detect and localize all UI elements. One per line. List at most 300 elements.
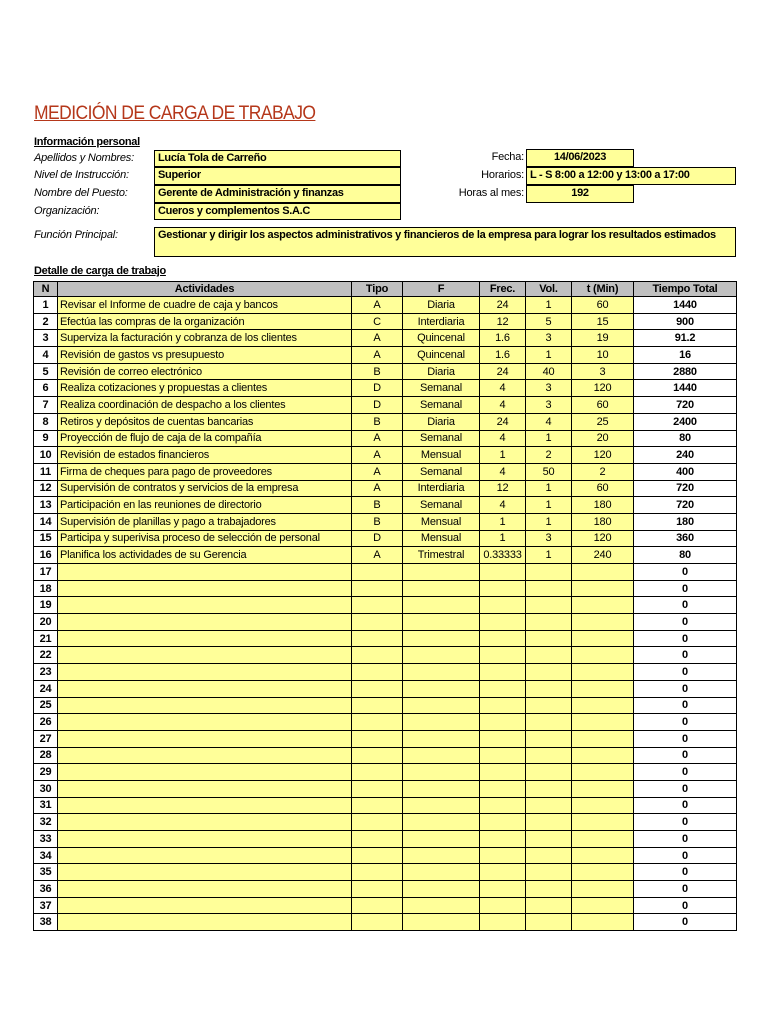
frequency-type-cell[interactable]: Quincenal (403, 347, 480, 364)
row-number: 37 (34, 897, 58, 914)
time-min-cell[interactable]: 19 (572, 330, 634, 347)
tipo-cell[interactable] (352, 747, 403, 764)
tipo-cell[interactable] (352, 714, 403, 731)
vol-cell[interactable] (526, 614, 572, 631)
time-min-cell[interactable] (572, 597, 634, 614)
page-title: MEDICIÓN DE CARGA DE TRABAJO (34, 103, 316, 124)
table-row (34, 297, 737, 314)
activity-cell[interactable] (58, 881, 352, 898)
frec-cell[interactable] (480, 564, 526, 581)
tipo-cell[interactable] (352, 797, 403, 814)
tipo-cell[interactable] (352, 614, 403, 631)
row-number: 8 (34, 413, 58, 430)
frec-cell[interactable]: 4 (480, 397, 526, 414)
activity-cell[interactable]: Revisión de correo electrónico (58, 363, 352, 380)
vol-cell[interactable]: 1 (526, 297, 572, 314)
activity-cell[interactable] (58, 697, 352, 714)
vol-cell[interactable] (526, 814, 572, 831)
time-min-cell[interactable] (572, 747, 634, 764)
vol-cell[interactable] (526, 630, 572, 647)
activity-cell[interactable]: Participa y superivisa proceso de selección de personal (58, 530, 352, 547)
time-min-cell[interactable] (572, 881, 634, 898)
table-row (34, 580, 737, 597)
frec-cell[interactable]: 4 (480, 497, 526, 514)
table-row (34, 831, 737, 848)
total-time-cell: 360 (634, 530, 737, 547)
vol-cell[interactable]: 5 (526, 313, 572, 330)
total-time-cell: 0 (634, 764, 737, 781)
total-time-cell: 180 (634, 513, 737, 530)
tipo-cell[interactable] (352, 914, 403, 931)
total-time-cell: 0 (634, 814, 737, 831)
frequency-type-cell[interactable] (403, 864, 480, 881)
total-time-cell: 80 (634, 547, 737, 564)
time-min-cell[interactable] (572, 680, 634, 697)
frequency-type-cell[interactable] (403, 730, 480, 747)
apellidos-field[interactable]: Lucía Tola de Carreño (154, 150, 401, 167)
apellidos-label: Apellidos y Nombres: (34, 152, 134, 164)
total-time-cell: 0 (634, 847, 737, 864)
total-time-cell: 2400 (634, 413, 737, 430)
time-min-cell[interactable]: 180 (572, 497, 634, 514)
tipo-cell[interactable]: A (352, 463, 403, 480)
frec-cell[interactable] (480, 680, 526, 697)
time-min-cell[interactable] (572, 647, 634, 664)
vol-cell[interactable] (526, 714, 572, 731)
total-time-cell: 2880 (634, 363, 737, 380)
tipo-cell[interactable]: B (352, 363, 403, 380)
tipo-cell[interactable] (352, 564, 403, 581)
frec-cell[interactable]: 4 (480, 380, 526, 397)
time-min-cell[interactable]: 60 (572, 297, 634, 314)
frec-cell[interactable] (480, 647, 526, 664)
tipo-cell[interactable]: A (352, 447, 403, 464)
frec-cell[interactable]: 4 (480, 430, 526, 447)
frec-cell[interactable]: 24 (480, 297, 526, 314)
time-min-cell[interactable]: 2 (572, 463, 634, 480)
activity-cell[interactable]: Retiros y depósitos de cuentas bancarias (58, 413, 352, 430)
total-time-cell: 0 (634, 881, 737, 898)
vol-cell[interactable] (526, 780, 572, 797)
time-min-cell[interactable]: 240 (572, 547, 634, 564)
activity-cell[interactable]: Revisar el Informe de cuadre de caja y bancos (58, 297, 352, 314)
time-min-cell[interactable] (572, 864, 634, 881)
frec-cell[interactable] (480, 914, 526, 931)
activity-cell[interactable] (58, 630, 352, 647)
activity-cell[interactable] (58, 664, 352, 681)
vol-cell[interactable]: 3 (526, 530, 572, 547)
vol-cell[interactable]: 40 (526, 363, 572, 380)
frequency-type-cell[interactable]: Mensual (403, 530, 480, 547)
frequency-type-cell[interactable] (403, 697, 480, 714)
row-number: 3 (34, 330, 58, 347)
vol-cell[interactable] (526, 564, 572, 581)
frequency-type-cell[interactable]: Trimestral (403, 547, 480, 564)
frequency-type-cell[interactable]: Semanal (403, 397, 480, 414)
activity-cell[interactable] (58, 647, 352, 664)
frequency-type-cell[interactable] (403, 797, 480, 814)
tipo-cell[interactable] (352, 780, 403, 797)
frequency-type-cell[interactable] (403, 680, 480, 697)
vol-cell[interactable] (526, 747, 572, 764)
vol-cell[interactable]: 3 (526, 330, 572, 347)
frequency-type-cell[interactable] (403, 881, 480, 898)
frequency-type-cell[interactable]: Quincenal (403, 330, 480, 347)
row-number: 22 (34, 647, 58, 664)
frec-cell[interactable] (480, 881, 526, 898)
time-min-cell[interactable] (572, 697, 634, 714)
vol-cell[interactable] (526, 580, 572, 597)
vol-cell[interactable]: 3 (526, 397, 572, 414)
tipo-cell[interactable]: B (352, 497, 403, 514)
tipo-cell[interactable]: D (352, 530, 403, 547)
row-number: 35 (34, 864, 58, 881)
frec-cell[interactable] (480, 614, 526, 631)
activity-cell[interactable]: Supervisión de contratos y servicios de la empresa (58, 480, 352, 497)
tipo-cell[interactable]: A (352, 297, 403, 314)
col-header-n: N (34, 282, 58, 297)
frec-cell[interactable]: 12 (480, 313, 526, 330)
tipo-cell[interactable] (352, 814, 403, 831)
horas-field[interactable]: 192 (526, 185, 634, 203)
time-min-cell[interactable] (572, 630, 634, 647)
time-min-cell[interactable] (572, 780, 634, 797)
frequency-type-cell[interactable]: Diaria (403, 413, 480, 430)
tipo-cell[interactable] (352, 897, 403, 914)
row-number: 18 (34, 580, 58, 597)
organizacion-field[interactable]: Cueros y complementos S.A.C (154, 203, 401, 220)
activity-cell[interactable] (58, 764, 352, 781)
table-row (34, 430, 737, 447)
time-min-cell[interactable] (572, 914, 634, 931)
vol-cell[interactable] (526, 697, 572, 714)
tipo-cell[interactable]: A (352, 430, 403, 447)
nivel-label: Nivel de Instrucción: (34, 169, 129, 181)
frec-cell[interactable] (480, 580, 526, 597)
total-time-cell: 1440 (634, 297, 737, 314)
tipo-cell[interactable] (352, 697, 403, 714)
activity-cell[interactable] (58, 580, 352, 597)
frec-cell[interactable] (480, 831, 526, 848)
tipo-cell[interactable] (352, 730, 403, 747)
frequency-type-cell[interactable] (403, 814, 480, 831)
activity-cell[interactable] (58, 847, 352, 864)
frec-cell[interactable]: 0.33333 (480, 547, 526, 564)
frec-cell[interactable] (480, 814, 526, 831)
fecha-field[interactable]: 14/06/2023 (526, 149, 634, 167)
frequency-type-cell[interactable]: Mensual (403, 447, 480, 464)
frequency-type-cell[interactable] (403, 647, 480, 664)
vol-cell[interactable] (526, 764, 572, 781)
table-row (34, 614, 737, 631)
tipo-cell[interactable] (352, 664, 403, 681)
frec-cell[interactable]: 24 (480, 363, 526, 380)
vol-cell[interactable] (526, 847, 572, 864)
frec-cell[interactable]: 1 (480, 513, 526, 530)
tipo-cell[interactable] (352, 630, 403, 647)
frequency-type-cell[interactable]: Semanal (403, 430, 480, 447)
frequency-type-cell[interactable]: Semanal (403, 380, 480, 397)
activity-cell[interactable]: Planifica los actividades de su Gerencia (58, 547, 352, 564)
total-time-cell: 0 (634, 580, 737, 597)
total-time-cell: 720 (634, 497, 737, 514)
total-time-cell: 16 (634, 347, 737, 364)
frequency-type-cell[interactable] (403, 897, 480, 914)
time-min-cell[interactable] (572, 897, 634, 914)
frequency-type-cell[interactable] (403, 614, 480, 631)
frequency-type-cell[interactable] (403, 847, 480, 864)
frequency-type-cell[interactable]: Semanal (403, 497, 480, 514)
tipo-cell[interactable]: B (352, 513, 403, 530)
activity-cell[interactable] (58, 747, 352, 764)
time-min-cell[interactable]: 15 (572, 313, 634, 330)
tipo-cell[interactable] (352, 597, 403, 614)
frequency-type-cell[interactable] (403, 664, 480, 681)
frec-cell[interactable] (480, 630, 526, 647)
vol-cell[interactable]: 4 (526, 413, 572, 430)
frec-cell[interactable]: 1.6 (480, 330, 526, 347)
vol-cell[interactable] (526, 881, 572, 898)
tipo-cell[interactable] (352, 847, 403, 864)
row-number: 29 (34, 764, 58, 781)
col-header-tiempo-total: Tiempo Total (634, 282, 737, 297)
frec-cell[interactable] (480, 847, 526, 864)
row-number: 27 (34, 730, 58, 747)
time-min-cell[interactable]: 60 (572, 480, 634, 497)
time-min-cell[interactable]: 120 (572, 530, 634, 547)
activity-cell[interactable]: Proyección de flujo de caja de la compañía (58, 430, 352, 447)
activity-cell[interactable] (58, 864, 352, 881)
row-number: 14 (34, 513, 58, 530)
table-row (34, 497, 737, 514)
row-number: 38 (34, 914, 58, 931)
activity-cell[interactable]: Realiza coordinación de despacho a los clientes (58, 397, 352, 414)
time-min-cell[interactable] (572, 847, 634, 864)
time-min-cell[interactable]: 180 (572, 513, 634, 530)
tipo-cell[interactable] (352, 647, 403, 664)
activity-cell[interactable]: Firma de cheques para pago de proveedores (58, 463, 352, 480)
activity-cell[interactable] (58, 714, 352, 731)
time-min-cell[interactable] (572, 714, 634, 731)
vol-cell[interactable]: 1 (526, 497, 572, 514)
frec-cell[interactable]: 4 (480, 463, 526, 480)
activity-cell[interactable]: Realiza cotizaciones y propuestas a clientes (58, 380, 352, 397)
tipo-cell[interactable] (352, 764, 403, 781)
frec-cell[interactable]: 1 (480, 447, 526, 464)
time-min-cell[interactable] (572, 564, 634, 581)
row-number: 31 (34, 797, 58, 814)
organizacion-label: Organización: (34, 205, 100, 217)
table-row (34, 564, 737, 581)
vol-cell[interactable] (526, 914, 572, 931)
frequency-type-cell[interactable]: Mensual (403, 513, 480, 530)
total-time-cell: 0 (634, 780, 737, 797)
activity-cell[interactable] (58, 564, 352, 581)
frequency-type-cell[interactable] (403, 630, 480, 647)
frec-cell[interactable]: 1 (480, 530, 526, 547)
time-min-cell[interactable] (572, 580, 634, 597)
frec-cell[interactable] (480, 764, 526, 781)
time-min-cell[interactable] (572, 664, 634, 681)
vol-cell[interactable]: 50 (526, 463, 572, 480)
tipo-cell[interactable]: D (352, 380, 403, 397)
frec-cell[interactable] (480, 664, 526, 681)
table-row (34, 914, 737, 931)
row-number: 26 (34, 714, 58, 731)
activity-cell[interactable] (58, 831, 352, 848)
time-min-cell[interactable] (572, 614, 634, 631)
vol-cell[interactable]: 3 (526, 380, 572, 397)
table-row (34, 881, 737, 898)
frequency-type-cell[interactable] (403, 780, 480, 797)
frec-cell[interactable] (480, 597, 526, 614)
tipo-cell[interactable]: C (352, 313, 403, 330)
vol-cell[interactable]: 1 (526, 430, 572, 447)
frec-cell[interactable] (480, 897, 526, 914)
frec-cell[interactable]: 1.6 (480, 347, 526, 364)
tipo-cell[interactable]: A (352, 480, 403, 497)
tipo-cell[interactable] (352, 881, 403, 898)
frequency-type-cell[interactable]: Diaria (403, 297, 480, 314)
vol-cell[interactable] (526, 897, 572, 914)
total-time-cell: 0 (634, 614, 737, 631)
horarios-field[interactable]: L - S 8:00 a 12:00 y 13:00 a 17:00 (526, 167, 736, 185)
frequency-type-cell[interactable] (403, 747, 480, 764)
vol-cell[interactable]: 2 (526, 447, 572, 464)
tipo-cell[interactable] (352, 680, 403, 697)
activity-cell[interactable]: Superviza la facturación y cobranza de los clientes (58, 330, 352, 347)
vol-cell[interactable] (526, 831, 572, 848)
time-min-cell[interactable] (572, 814, 634, 831)
frec-cell[interactable] (480, 730, 526, 747)
activity-cell[interactable] (58, 780, 352, 797)
vol-cell[interactable] (526, 664, 572, 681)
table-row (34, 397, 737, 414)
frec-cell[interactable] (480, 780, 526, 797)
tipo-cell[interactable] (352, 580, 403, 597)
row-number: 16 (34, 547, 58, 564)
time-min-cell[interactable] (572, 797, 634, 814)
activity-cell[interactable] (58, 797, 352, 814)
frequency-type-cell[interactable] (403, 580, 480, 597)
frec-cell[interactable]: 12 (480, 480, 526, 497)
tipo-cell[interactable]: B (352, 413, 403, 430)
tipo-cell[interactable]: A (352, 347, 403, 364)
time-min-cell[interactable]: 3 (572, 363, 634, 380)
nivel-field[interactable]: Superior (154, 167, 401, 185)
frequency-type-cell[interactable]: Semanal (403, 463, 480, 480)
frequency-type-cell[interactable] (403, 564, 480, 581)
row-number: 24 (34, 680, 58, 697)
time-min-cell[interactable] (572, 730, 634, 747)
vol-cell[interactable] (526, 864, 572, 881)
total-time-cell: 0 (634, 714, 737, 731)
activity-cell[interactable] (58, 680, 352, 697)
row-number: 1 (34, 297, 58, 314)
row-number: 21 (34, 630, 58, 647)
funcion-field[interactable]: Gestionar y dirigir los aspectos administrativos y financieros de la empresa para lograr los resultados estimados (154, 227, 736, 257)
total-time-cell: 80 (634, 430, 737, 447)
activity-cell[interactable] (58, 730, 352, 747)
activity-cell[interactable] (58, 897, 352, 914)
table-row (34, 413, 737, 430)
vol-cell[interactable] (526, 730, 572, 747)
activity-cell[interactable]: Efectúa las compras de la organización (58, 313, 352, 330)
time-min-cell[interactable]: 120 (572, 447, 634, 464)
vol-cell[interactable]: 1 (526, 480, 572, 497)
activity-cell[interactable] (58, 597, 352, 614)
frec-cell[interactable] (480, 747, 526, 764)
vol-cell[interactable] (526, 797, 572, 814)
frequency-type-cell[interactable] (403, 764, 480, 781)
funcion-label: Función Principal: (34, 229, 118, 241)
row-number: 30 (34, 780, 58, 797)
tipo-cell[interactable]: D (352, 397, 403, 414)
activity-cell[interactable]: Participación en las reuniones de directorio (58, 497, 352, 514)
frequency-type-cell[interactable] (403, 714, 480, 731)
table-row (34, 547, 737, 564)
time-min-cell[interactable]: 25 (572, 413, 634, 430)
frequency-type-cell[interactable]: Interdiaria (403, 313, 480, 330)
frec-cell[interactable] (480, 864, 526, 881)
table-row (34, 814, 737, 831)
table-row (34, 447, 737, 464)
time-min-cell[interactable]: 20 (572, 430, 634, 447)
vol-cell[interactable]: 1 (526, 513, 572, 530)
tipo-cell[interactable] (352, 864, 403, 881)
frequency-type-cell[interactable] (403, 914, 480, 931)
vol-cell[interactable] (526, 647, 572, 664)
activity-cell[interactable] (58, 814, 352, 831)
time-min-cell[interactable] (572, 831, 634, 848)
vol-cell[interactable]: 1 (526, 547, 572, 564)
total-time-cell: 720 (634, 480, 737, 497)
frec-cell[interactable] (480, 714, 526, 731)
row-number: 6 (34, 380, 58, 397)
tipo-cell[interactable]: A (352, 330, 403, 347)
time-min-cell[interactable]: 60 (572, 397, 634, 414)
row-number: 34 (34, 847, 58, 864)
activity-cell[interactable]: Supervisión de planillas y pago a trabajadores (58, 513, 352, 530)
activity-cell[interactable]: Revisión de gastos vs presupuesto (58, 347, 352, 364)
table-row (34, 697, 737, 714)
time-min-cell[interactable]: 10 (572, 347, 634, 364)
time-min-cell[interactable] (572, 764, 634, 781)
vol-cell[interactable] (526, 597, 572, 614)
puesto-field[interactable]: Gerente de Administración y finanzas (154, 185, 401, 203)
col-header-frec: Frec. (480, 282, 526, 297)
time-min-cell[interactable]: 120 (572, 380, 634, 397)
activity-cell[interactable]: Revisión de estados financieros (58, 447, 352, 464)
tipo-cell[interactable] (352, 831, 403, 848)
activity-cell[interactable] (58, 914, 352, 931)
frequency-type-cell[interactable] (403, 597, 480, 614)
table-row (34, 363, 737, 380)
activity-cell[interactable] (58, 614, 352, 631)
row-number: 28 (34, 747, 58, 764)
vol-cell[interactable] (526, 680, 572, 697)
total-time-cell: 0 (634, 831, 737, 848)
frec-cell[interactable] (480, 697, 526, 714)
row-number: 17 (34, 564, 58, 581)
frec-cell[interactable]: 24 (480, 413, 526, 430)
frequency-type-cell[interactable]: Diaria (403, 363, 480, 380)
frec-cell[interactable] (480, 797, 526, 814)
tipo-cell[interactable]: A (352, 547, 403, 564)
frequency-type-cell[interactable] (403, 831, 480, 848)
vol-cell[interactable]: 1 (526, 347, 572, 364)
frequency-type-cell[interactable]: Interdiaria (403, 480, 480, 497)
